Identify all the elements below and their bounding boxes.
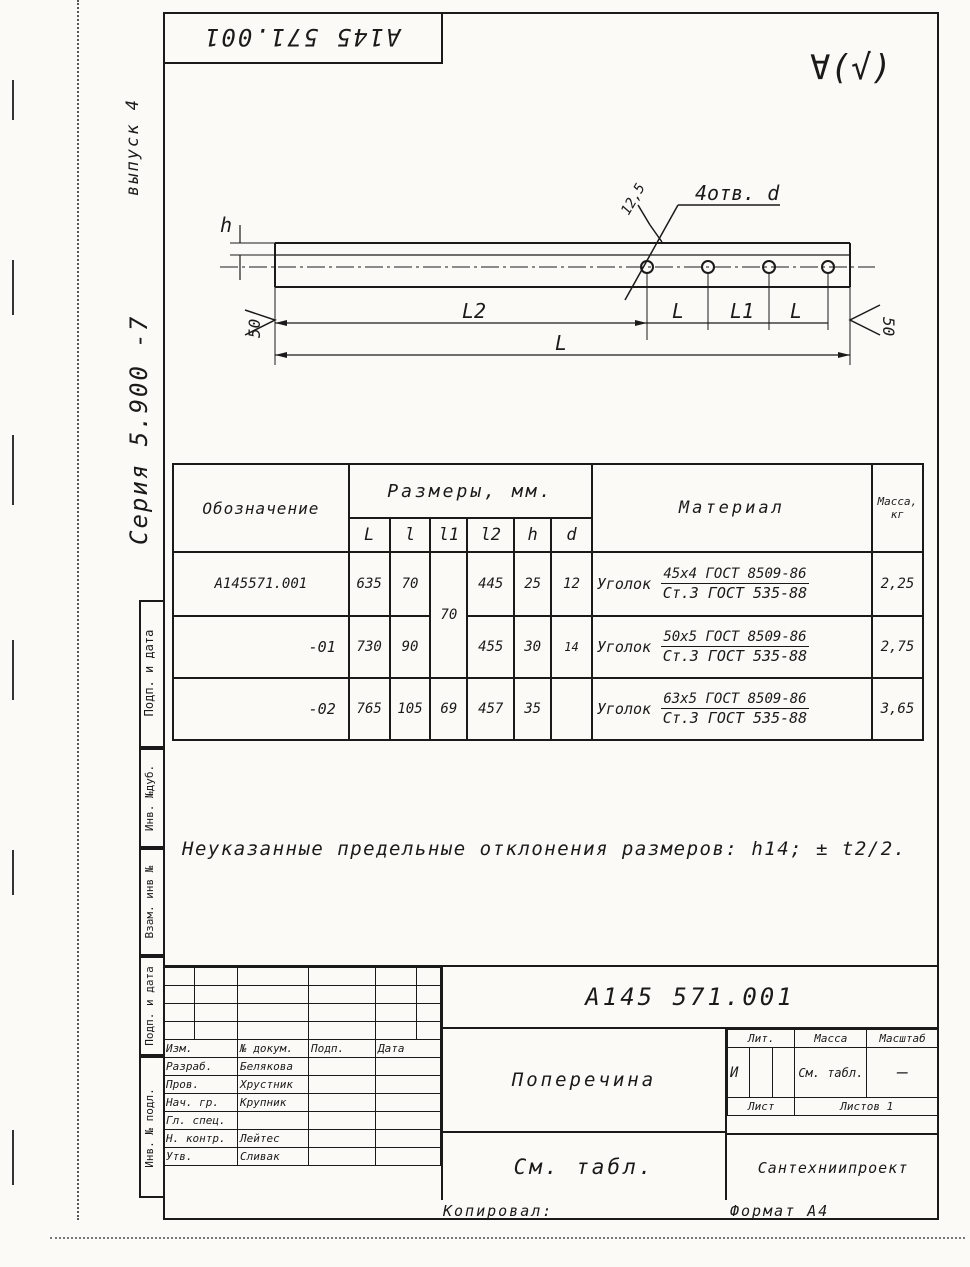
- edge-mark: [12, 435, 14, 505]
- lit-header: Лит.: [728, 1030, 795, 1048]
- dim-l2-label: L2: [462, 299, 487, 323]
- cell-material: [592, 678, 872, 740]
- hdr-doc: № докум.: [238, 1040, 309, 1058]
- sheet-label: Лист: [728, 1098, 795, 1116]
- sub-header: h: [514, 518, 551, 552]
- person-name: Сливак: [238, 1148, 309, 1166]
- surface-roughness-symbol: ∀(√): [810, 48, 892, 88]
- title-name: Поперечина: [441, 1029, 727, 1133]
- cell-l: 105: [390, 678, 431, 740]
- sheets-label: Листов 1: [795, 1098, 939, 1116]
- sub-header: L: [349, 518, 390, 552]
- scale-value: —: [867, 1048, 939, 1098]
- side-label: Инв. №дуб.: [143, 764, 156, 832]
- tolerance-note: Неуказанные предельные отклонения размеров: h14; ± t2/2.: [182, 838, 907, 860]
- edge-mark: [12, 850, 14, 895]
- material-top: 45х4 ГОСТ 8509-86: [663, 566, 807, 583]
- part-drawing: [200, 170, 920, 390]
- material-top: 63х5 ГОСТ 8509-86: [663, 691, 807, 708]
- cell-l: 70: [390, 552, 431, 616]
- left-roughness-label: 50: [245, 318, 264, 338]
- dim-l-label-2: L: [790, 299, 803, 323]
- format-label: Формат А4: [730, 1202, 830, 1220]
- table-row: [173, 616, 923, 678]
- mass-value: См. табл.: [795, 1048, 867, 1098]
- row-designation: -01: [173, 616, 349, 678]
- person-name: Крупник: [238, 1094, 309, 1112]
- col-material: Материал: [592, 464, 872, 552]
- drawing-number-inverted: А145 571.001: [203, 23, 401, 51]
- person-name: Лейтес: [238, 1130, 309, 1148]
- side-label: Инв. № подл.: [143, 1088, 156, 1168]
- edge-mark: [12, 640, 14, 700]
- col-sizes: Размеры, мм.: [349, 464, 592, 518]
- material-top: 50х5 ГОСТ 8509-86: [663, 629, 807, 646]
- dim-h-label: h: [220, 213, 233, 237]
- row-designation: А145571.001: [173, 552, 349, 616]
- role: Утв.: [164, 1148, 238, 1166]
- col-mass: Масса, кг: [872, 464, 923, 552]
- spec-table: [172, 463, 924, 741]
- role: Разраб.: [164, 1058, 238, 1076]
- cell-h: 35: [514, 678, 551, 740]
- cell-L: 635: [349, 552, 390, 616]
- cell-mass: 2,75: [872, 616, 923, 678]
- side-label: Взам. инв №: [143, 865, 156, 939]
- material-bottom: Ст.3 ГОСТ 535-88: [662, 646, 808, 665]
- binding-line: [77, 0, 79, 1220]
- material-word: Уголок: [596, 638, 652, 656]
- title-code: А145 571.001: [441, 967, 937, 1029]
- table-row: [173, 678, 923, 740]
- sub-header: l1: [430, 518, 467, 552]
- cell-d: [551, 678, 592, 740]
- hdr-date: Дата: [376, 1040, 441, 1058]
- title-material: См. табл.: [441, 1133, 727, 1200]
- dim-l-label: L: [672, 299, 685, 323]
- person-name: Хрустник: [238, 1076, 309, 1094]
- leader-line: [625, 205, 678, 300]
- role: Нач. гр.: [164, 1094, 238, 1112]
- edge-mark: [12, 260, 14, 315]
- dim-L-label: L: [555, 331, 568, 355]
- copied-label: Копировал:: [443, 1202, 554, 1220]
- holes-label: 4отв. d: [695, 181, 780, 205]
- cell-l1: 69: [430, 678, 467, 740]
- sub-header: l2: [467, 518, 514, 552]
- lit-mass-scale: [727, 1029, 939, 1116]
- cell-L: 765: [349, 678, 390, 740]
- role: Пров.: [164, 1076, 238, 1094]
- edge-mark: [12, 80, 14, 120]
- cell-l2: 457: [467, 678, 514, 740]
- cell-l2: 445: [467, 552, 514, 616]
- cell-mass: 3,65: [872, 678, 923, 740]
- issue-label: выпуск 4: [123, 98, 143, 196]
- series-label: Серия 5.900 -7: [125, 314, 153, 545]
- person-name: Белякова: [238, 1058, 309, 1076]
- cell-material: [592, 552, 872, 616]
- person-name: [238, 1112, 309, 1130]
- top-stamp: [163, 12, 443, 64]
- cell-d: 14: [551, 616, 592, 678]
- side-label: Подп. и дата: [142, 629, 156, 717]
- sub-header: l: [390, 518, 431, 552]
- role: Н. контр.: [164, 1130, 238, 1148]
- revision-grid: [163, 967, 441, 1166]
- cell-l2: 455: [467, 616, 514, 678]
- title-block: [163, 965, 939, 1200]
- trim-line: [50, 1237, 965, 1239]
- lit-value: И: [728, 1048, 750, 1098]
- cell-l1-merged: 70: [430, 552, 467, 678]
- sub-header: d: [551, 518, 592, 552]
- side-label: Подп. и дата: [143, 966, 156, 1046]
- cell-l: 90: [390, 616, 431, 678]
- right-roughness-label: 50: [879, 317, 898, 337]
- dim-l1-label: L1: [730, 299, 755, 323]
- cell-L: 730: [349, 616, 390, 678]
- cell-h: 25: [514, 552, 551, 616]
- roughness-label: 12,5: [618, 180, 649, 219]
- row-designation: -02: [173, 678, 349, 740]
- cell-d: 12: [551, 552, 592, 616]
- role: Гл. спец.: [164, 1112, 238, 1130]
- material-word: Уголок: [596, 575, 652, 593]
- table-row: [173, 552, 923, 616]
- material-bottom: Ст.3 ГОСТ 535-88: [662, 583, 808, 602]
- edge-mark: [12, 1130, 14, 1185]
- material-bottom: Ст.3 ГОСТ 535-88: [662, 708, 808, 727]
- cell-h: 30: [514, 616, 551, 678]
- cell-mass: 2,25: [872, 552, 923, 616]
- hdr-sign: Подп.: [309, 1040, 376, 1058]
- col-designation: Обозначение: [173, 464, 349, 552]
- hdr-izm: Изм.: [164, 1040, 238, 1058]
- mass-header: Масса: [795, 1030, 867, 1048]
- org-name: Сантехниипроект: [727, 1133, 939, 1200]
- material-word: Уголок: [596, 700, 652, 718]
- cell-material: [592, 616, 872, 678]
- scale-header: Масштаб: [867, 1030, 939, 1048]
